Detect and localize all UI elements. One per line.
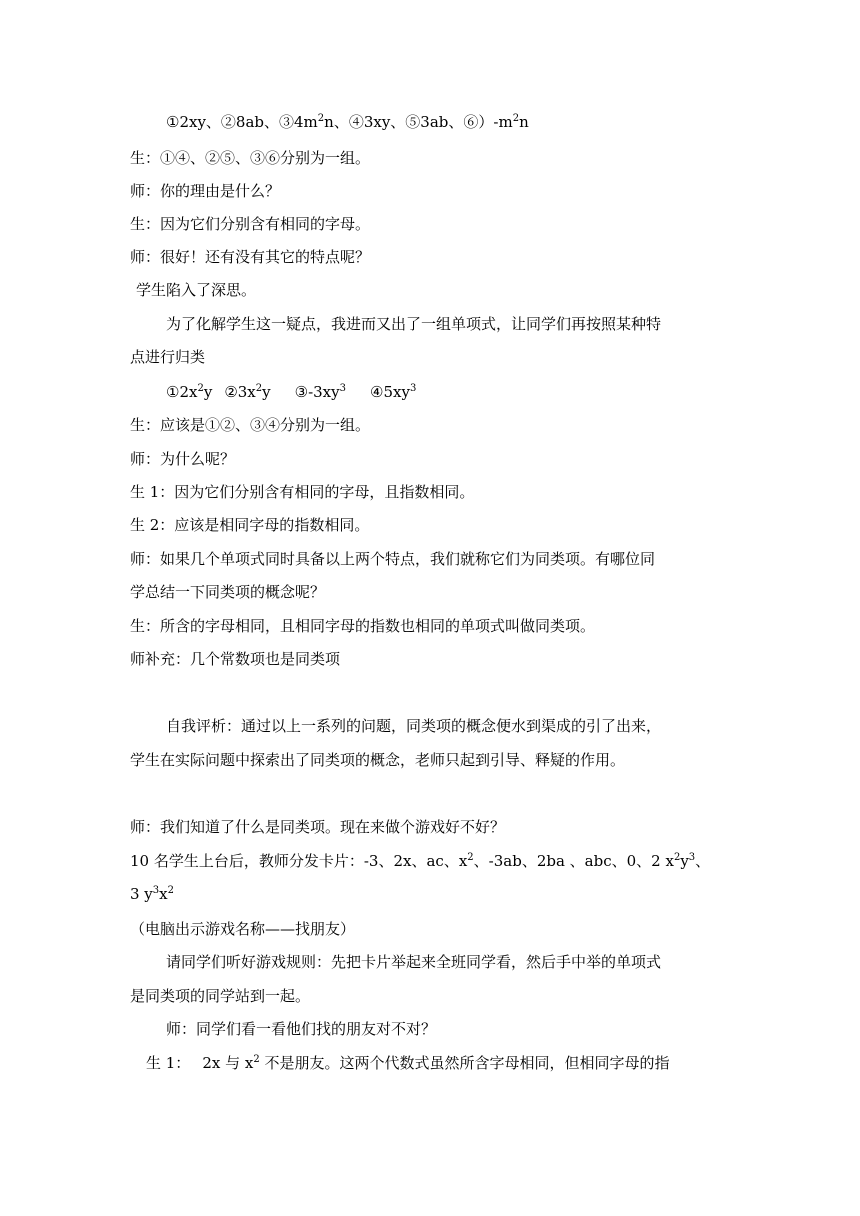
teacher-question-line: 师：为什么呢？ <box>130 450 236 468</box>
teacher-question-line: 学总结一下同类项的概念呢？ <box>130 583 326 601</box>
game-rules-line: 是同类项的同学站到一起。 <box>130 987 311 1005</box>
student-answer-line: 生 2：应该是相同字母的指数相同。 <box>130 516 370 534</box>
student-answer-line: 生：应该是①②、③④分别为一组。 <box>130 416 371 434</box>
student-answer-line: 生：所含的字母相同，且相同字母的指数也相同的单项式叫做同类项。 <box>130 617 596 635</box>
student-answer-line: 生：①④、②⑤、③⑥分别为一组。 <box>130 149 371 167</box>
teacher-question-line: 师：很好！还有没有其它的特点呢？ <box>130 248 371 266</box>
card-list-line: 10 名学生上台后，教师分发卡片：-3、2x、ac、$x^2$、-3ab、2ba 、abc、0、2 $x^2y^3$、 <box>130 852 711 870</box>
teacher-note-line: 师补充：几个常数项也是同类项 <box>130 650 341 668</box>
student-answer-line: 生：因为它们分别含有相同的字母。 <box>130 215 371 233</box>
student-answer-line: 生 1： 2x 与 $x^2$ 不是朋友。这两个代数式虽然所含字母相同，但相同字母的指 <box>146 1054 670 1072</box>
paragraph-line: 为了化解学生这一疑点，我进而又出了一组单项式，让同学们再按照某种特 <box>166 315 662 333</box>
monomial-group-two: $①2x^2y$ $②3x^2y$ $③-3xy^3$ $④5xy^3$ <box>166 383 417 401</box>
teacher-question-line: 师：你的理由是什么？ <box>130 182 281 200</box>
teacher-question-line: 师：如果几个单项式同时具备以上两个特点，我们就称它们为同类项。有哪位同 <box>130 550 656 568</box>
game-title-line: （电脑出示游戏名称——找朋友） <box>130 920 356 938</box>
self-evaluation-line: 学生在实际问题中探索出了同类项的概念，老师只起到引导、释疑的作用。 <box>130 751 626 769</box>
teacher-question-line: 师：我们知道了什么是同类项。现在来做个游戏好不好？ <box>130 818 506 836</box>
teacher-question-line: 师：同学们看一看他们找的朋友对不对？ <box>166 1020 437 1038</box>
self-evaluation-line: 自我评析：通过以上一系列的问题，同类项的概念便水到渠成的引了出来， <box>166 717 662 735</box>
paragraph-line: 点进行归类 <box>130 348 206 366</box>
narration-line: 学生陷入了深思。 <box>136 281 257 299</box>
game-rules-line: 请同学们听好游戏规则：先把卡片举起来全班同学看，然后手中举的单项式 <box>166 953 662 971</box>
card-list-line: 3 $y^3x^2$ <box>130 885 175 903</box>
monomial-group-one: ①2xy、②8ab、$③4m^2n$、④3xy、⑤3ab、$⑥)-m^2n$ <box>166 113 529 131</box>
student-answer-line: 生 1：因为它们分别含有相同的字母，且指数相同。 <box>130 483 475 501</box>
